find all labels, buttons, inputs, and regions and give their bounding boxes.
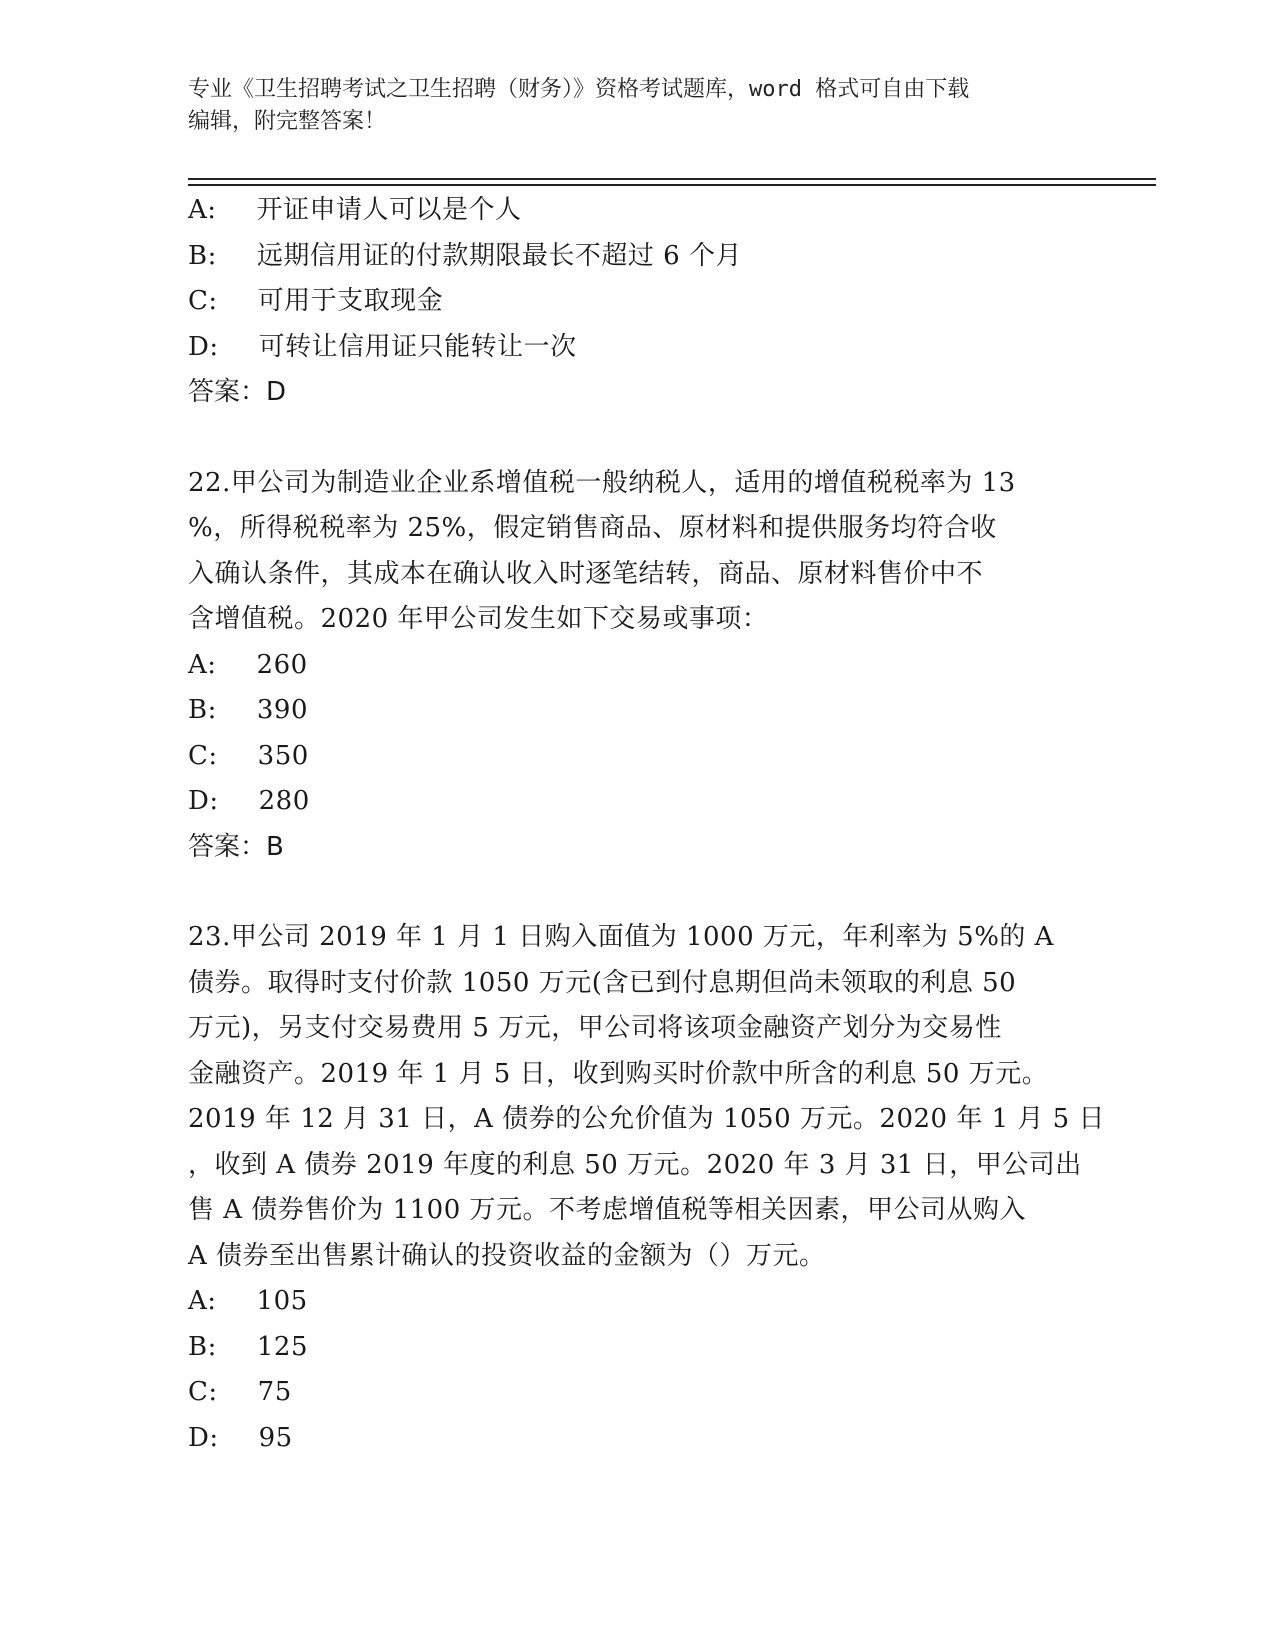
option-a — [188, 188, 1088, 234]
question-text-line: 万元)，另支付交易费用 5 万元，甲公司将该项金融资产划分为交易性 — [188, 1013, 1002, 1043]
question-text-line: %，所得税税率为 25%，假定销售商品、原材料和提供服务均符合收 — [188, 513, 997, 543]
header-rule-bottom — [188, 184, 1156, 186]
option-c — [188, 1370, 1088, 1416]
option-key: C: — [188, 286, 218, 316]
option-d — [188, 779, 1088, 825]
option-text: 开证申请人可以是个人 — [256, 195, 522, 225]
question-text-line: 入确认条件，其成本在确认收入时逐笔结转，商品、原材料售价中不 — [188, 558, 984, 589]
option-text: 远期信用证的付款期限最长不超过 6 个月 — [256, 240, 742, 271]
option-key: D: — [188, 331, 219, 362]
option-c — [188, 279, 1088, 325]
option-text: 260 — [256, 649, 308, 680]
header-rule-top — [188, 178, 1156, 180]
option-text: 可转让信用证只能转让一次 — [258, 331, 577, 362]
option-text: 95 — [258, 1422, 293, 1453]
question-23 — [188, 915, 1105, 1461]
header-line-2: 编辑，附完整答案！ — [188, 109, 387, 134]
option-key: D: — [188, 786, 219, 816]
option-text: 390 — [256, 695, 309, 725]
option-key: A: — [188, 649, 217, 680]
option-text: 105 — [256, 1286, 308, 1316]
option-key: C: — [188, 1377, 218, 1407]
option-text: 125 — [256, 1331, 309, 1362]
option-text: 75 — [257, 1377, 292, 1407]
question-text-line: 债券。取得时支付价款 1050 万元(含已到付息期但尚未领取的利息 50 — [188, 967, 1017, 998]
question-text-line: 23.甲公司 2019 年 1 月 1 日购入面值为 1000 万元，年利率为 5%的 A — [188, 922, 1054, 952]
question-22 — [188, 461, 1088, 871]
question-text-line: 2019 年 12 月 31 日，A 债券的公允价值为 1050 万元。2020 年 1 月 5 日 — [188, 1104, 1105, 1134]
document-header — [188, 74, 1068, 138]
option-key: A: — [188, 1286, 217, 1316]
question-text-line: 售 A 债券售价为 1100 万元。不考虑增值税等相关因素，甲公司从购入 — [188, 1195, 1027, 1225]
question-text-line: 含增值税。2020 年甲公司发生如下交易或事项： — [188, 604, 769, 634]
option-key: D: — [188, 1422, 219, 1453]
question-text-line: ，收到 A 债券 2019 年度的利息 50 万元。2020 年 3 月 31 日，甲公司出 — [188, 1149, 1082, 1180]
answer-line: 答案：B — [188, 831, 284, 862]
answer-line: 答案：D — [188, 377, 287, 407]
option-key: A: — [188, 195, 217, 225]
option-b — [188, 1325, 1088, 1371]
option-key: C: — [188, 740, 218, 771]
option-b — [188, 688, 1088, 734]
option-text: 350 — [257, 740, 309, 771]
question-text-line: 金融资产。2019 年 1 月 5 日，收到购买时价款中所含的利息 50 万元。 — [188, 1058, 1049, 1089]
option-text: 可用于支取现金 — [257, 286, 444, 316]
option-d — [188, 1416, 1088, 1462]
option-key: B: — [188, 695, 217, 725]
question-text-line: A 债券至出售累计确认的投资收益的金额为（）万元。 — [188, 1240, 826, 1271]
option-d — [188, 325, 1088, 371]
question-text-line: 22.甲公司为制造业企业系增值税一般纳税人，适用的增值税税率为 13 — [188, 467, 1016, 498]
option-a — [188, 643, 1088, 689]
option-key: B: — [188, 1331, 217, 1362]
question-21 — [188, 188, 1088, 416]
option-b — [188, 234, 1088, 280]
question-list — [188, 188, 1105, 1461]
option-text: 280 — [258, 786, 310, 816]
option-key: B: — [188, 240, 217, 271]
option-c — [188, 734, 1088, 780]
option-a — [188, 1279, 1088, 1325]
header-line-1: 专业《卫生招聘考试之卫生招聘（财务）》资格考试题库，word 格式可自由下载 — [188, 77, 970, 102]
